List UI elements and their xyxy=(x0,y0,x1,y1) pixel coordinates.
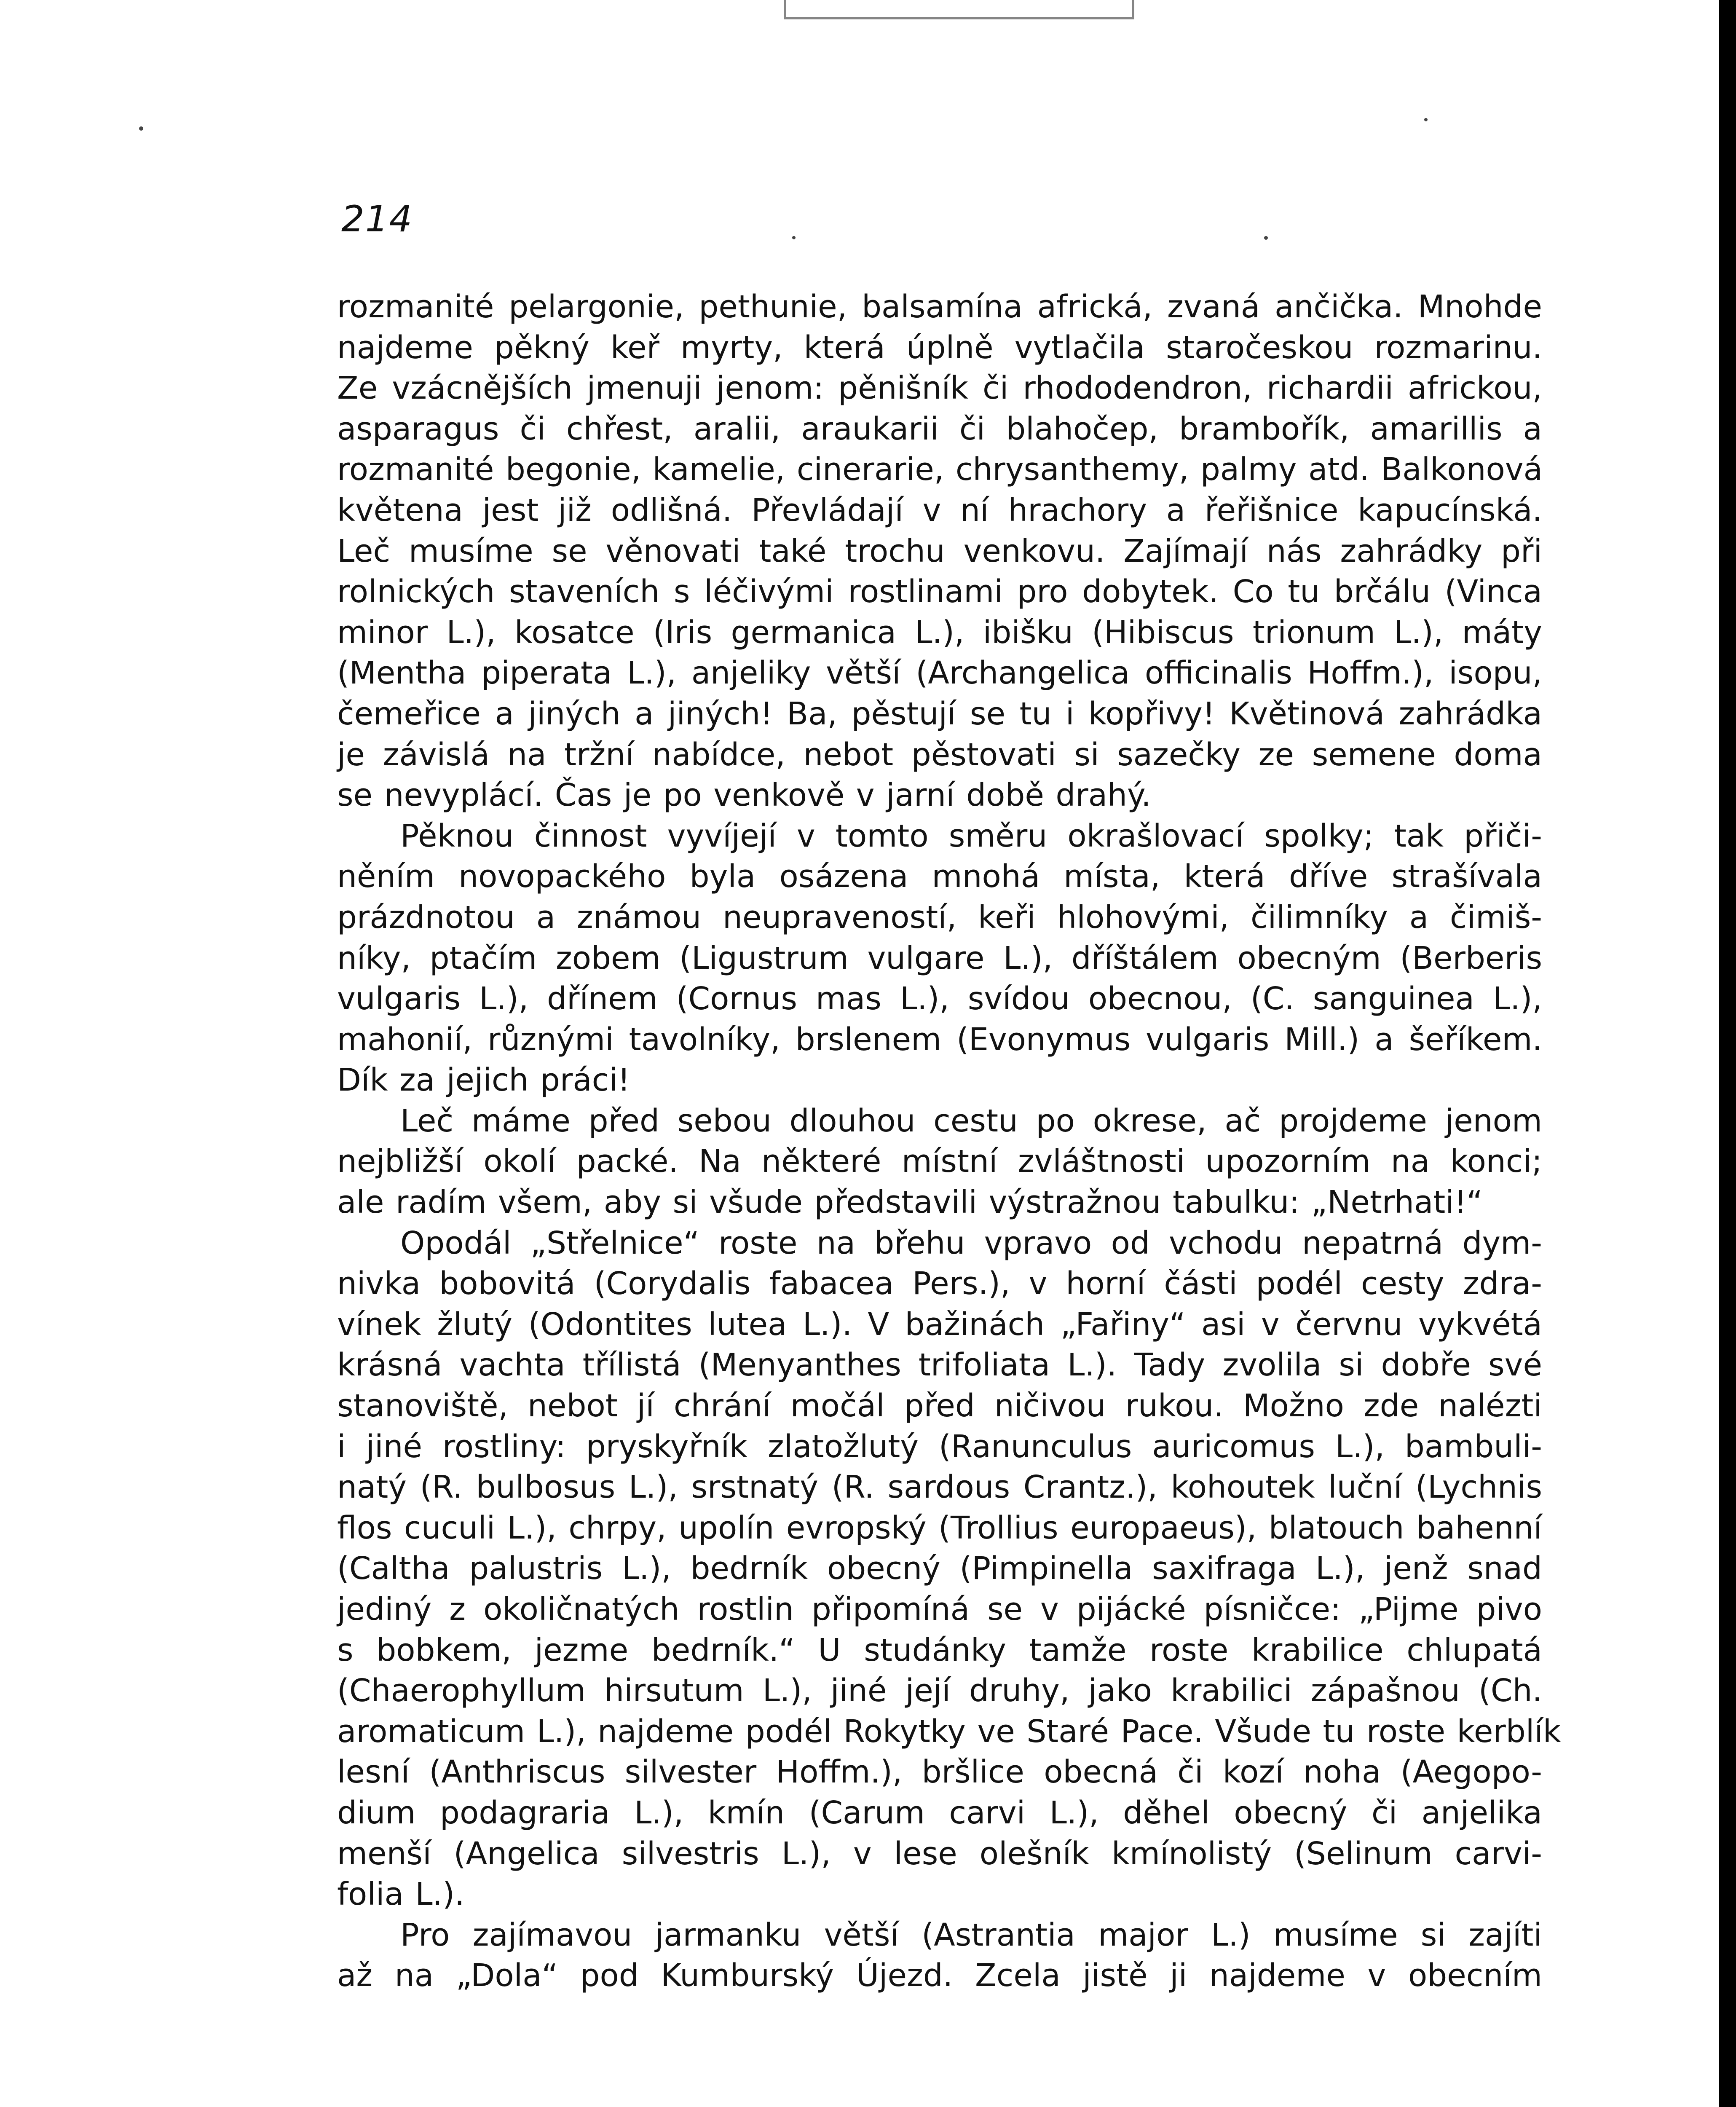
text-line: (Caltha palustris L.), bedrník obecný (Pimpinella saxifraga L.), jenž snad xyxy=(337,1550,1542,1587)
text-line: krásná vachta třílistá (Menyanthes trifoliata L.). Tady zvolila si dobře své xyxy=(337,1347,1542,1383)
text-line: čemeřice a jiných a jiných! Ba, pěstují se tu i kopřivy! Květinová zahrádka xyxy=(337,695,1542,732)
scan-speck xyxy=(792,236,796,239)
text-line: (Chaerophyllum hirsutum L.), jiné její druhy, jako krabilici zápašnou (Ch. xyxy=(337,1673,1542,1709)
text-line: rozmanité begonie, kamelie, cinerarie, chrysanthemy, palmy atd. Balkonová xyxy=(337,451,1543,488)
text-line: prázdnotou a známou neupraveností, keři hlohovými, čilimníky a čimiš- xyxy=(337,899,1542,936)
paragraph xyxy=(337,287,1542,816)
page-body-text xyxy=(337,287,1561,1996)
text-line: jediný z okoličnatých rostlin připomíná se v pijácké písničce: „Pijme pivo xyxy=(337,1591,1542,1627)
text-line: flos cuculi L.), chrpy, upolín evropský (Trollius europaeus), blatouch bahenní xyxy=(337,1509,1542,1546)
text-line: květena jest již odlišná. Převládají v ní hrachory a řeřišnice kapucínská. xyxy=(337,492,1542,528)
text-line: nejbližší okolí packé. Na některé místní zvláštnosti upozorním na konci; xyxy=(337,1143,1542,1180)
text-line: vulgaris L.), dřínem (Cornus mas L.), svídou obecnou, (C. sanguinea L.), xyxy=(337,981,1542,1017)
text-line: je závislá na tržní nabídce, nebot pěstovati si sazečky ze semene doma xyxy=(337,736,1542,773)
text-line: níky, ptačím zobem (Ligustrum vulgare L.), dříštálem obecným (Berberis xyxy=(337,940,1542,976)
text-line: asparagus či chřest, aralii, araukarii či blahočep, brambořík, amarillis a xyxy=(337,410,1542,447)
paragraph xyxy=(337,816,1542,1101)
text-line: vínek žlutý (Odontites lutea L.). V bažinách „Fařiny“ asi v červnu vykvétá xyxy=(337,1306,1542,1343)
text-line: rolnických staveních s léčivými rostlinami pro dobytek. Co tu brčálu (Vinca xyxy=(337,574,1542,610)
scan-speck xyxy=(1264,236,1268,240)
text-line: folia L.). xyxy=(337,1876,465,1913)
scan-speck xyxy=(139,126,143,131)
text-line: až na „Dola“ pod Kumburský Újezd. Zcela jistě ji najdeme v obecním xyxy=(337,1957,1542,1994)
text-line: se nevyplácí. Čas je po venkově v jarní době drahý. xyxy=(337,777,1151,814)
text-line: Dík za jejich práci! xyxy=(337,1062,630,1099)
paragraph xyxy=(337,1101,1542,1223)
text-line: s bobkem, jezme bedrník.“ U studánky tamže roste krabilice chlupatá xyxy=(337,1632,1542,1668)
text-line: i jiné rostliny: pryskyřník zlatožlutý (Ranunculus auricomus L.), bambuli- xyxy=(337,1428,1542,1465)
text-line: najdeme pěkný keř myrty, která úplně vytlačila staročeskou rozmarinu. xyxy=(337,329,1542,366)
text-line: rozmanité pelargonie, pethunie, balsamína africká, zvaná ančička. Mnohde xyxy=(337,289,1542,325)
paragraph xyxy=(337,1223,1561,1915)
page-number: 214 xyxy=(341,198,413,240)
text-line: (Mentha piperata L.), anjeliky větší (Archangelica officinalis Hoffm.), isopu, xyxy=(337,655,1542,692)
text-line: Leč máme před sebou dlouhou cestu po okrese, ač projdeme jenom xyxy=(400,1102,1542,1139)
text-line: minor L.), kosatce (Iris germanica L.), ibišku (Hibiscus trionum L.), máty xyxy=(337,614,1542,651)
scan-header-mark xyxy=(784,0,1134,19)
text-line: natý (R. bulbosus L.), srstnatý (R. sardous Crantz.), kohoutek luční (Lychnis xyxy=(337,1469,1542,1506)
text-line: Ze vzácnějších jmenuji jenom: pěnišník či rhododendron, richardii africkou, xyxy=(337,370,1542,407)
text-line: lesní (Anthriscus silvester Hoffm.), bršlice obecná či kozí noha (Aegopo- xyxy=(337,1754,1542,1791)
text-line: nivka bobovitá (Corydalis fabacea Pers.), v horní části podél cesty zdra- xyxy=(337,1265,1542,1302)
text-line: mahonií, různými tavolníky, brslenem (Evonymus vulgaris Mill.) a šeříkem. xyxy=(337,1021,1542,1058)
text-line: Leč musíme se věnovati také trochu venkovu. Zajímají nás zahrádky při xyxy=(337,533,1542,569)
text-line: aromaticum L.), najdeme podél Rokytky ve Staré Pace. Všude tu roste kerblík xyxy=(337,1713,1561,1750)
paragraph xyxy=(337,1915,1542,1996)
text-line: ale radím všem, aby si všude představili výstražnou tabulku: „Netrhati!“ xyxy=(337,1184,1483,1221)
text-line: dium podagraria L.), kmín (Carum carvi L.), děhel obecný či anjelika xyxy=(337,1794,1542,1831)
text-line: stanoviště, nebot jí chrání močál před ničivou rukou. Možno zde nalézti xyxy=(337,1388,1542,1424)
scan-border xyxy=(1720,0,1736,2107)
text-line: Pro zajímavou jarmanku větší (Astrantia major L.) musíme si zajíti xyxy=(400,1917,1542,1953)
text-line: Opodál „Střelnice“ roste na břehu vpravo od vchodu nepatrná dym- xyxy=(400,1225,1542,1261)
text-line: menší (Angelica silvestris L.), v lese olešník kmínolistý (Selinum carvi- xyxy=(337,1835,1542,1872)
text-line: Pěknou činnost vyvíjejí v tomto směru okrašlovací spolky; tak přiči- xyxy=(400,818,1542,854)
text-line: něním novopackého byla osázena mnohá místa, která dříve strašívala xyxy=(337,858,1542,895)
scan-speck xyxy=(1424,118,1428,121)
